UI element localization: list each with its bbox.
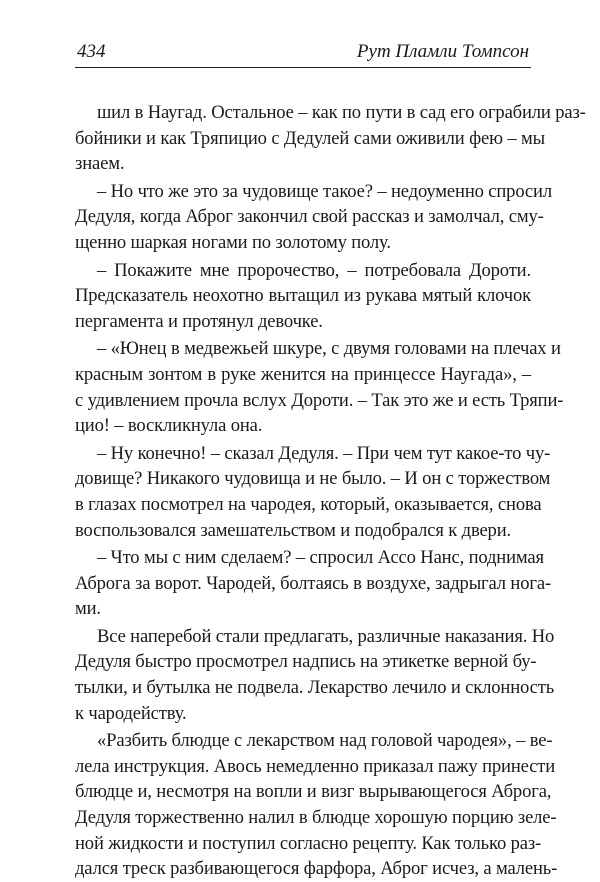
text-line: – Ну конечно! – сказал Дедуля. – При чем тут какое-то чу- (97, 442, 551, 464)
text-line: шил в Наугад. Остальное – как по пути в сад его ограбили раз- (97, 102, 586, 123)
text-line: с удивлением прочла вслух Дороти. – Так это же и есть Тряпи- (75, 389, 564, 411)
text-line: – Что мы с ним сделаем? – спросил Ассо Нанс, поднимая (97, 547, 544, 569)
text-line: Все наперебой стали предлагать, различные наказания. Но (97, 625, 555, 647)
text-line: Дедуля быстро просмотрел надпись на этикетке верной бу- (75, 651, 537, 673)
paragraph (75, 100, 586, 177)
running-title: Рут Пламли Томпсон (356, 41, 529, 62)
text-line: щенно шаркая ногами по золотому полу. (75, 231, 391, 253)
text-line: пергамента и протянул девочке. (75, 310, 323, 332)
book-page (75, 38, 586, 882)
text-line: ми. (75, 598, 101, 620)
text-line: цио! – воскликнула она. (75, 415, 263, 437)
text-line: – «Юнец в медвежьей шкуре, с двумя головами на плечах и (97, 338, 561, 360)
paragraph (75, 336, 564, 438)
text-line: дался треск разбивающегося фарфора, Аброг исчез, а малень- (75, 858, 558, 880)
text-line: Дедуля, когда Аброг закончил свой рассказ и замолчал, сму- (75, 206, 544, 228)
paragraph (75, 258, 531, 335)
text-line: лела инструкция. Авось немедленно приказал пажу принести (75, 755, 556, 777)
body-text (75, 100, 586, 882)
text-line: блюдце и, несмотря на вопли и визг вырывающегося Аброга, (75, 781, 552, 803)
text-line: знаем. (75, 153, 125, 175)
text-line: Дедуля торжественно налил в блюдце хорошую порцию зеле- (75, 807, 557, 829)
text-line: – Но что же это за чудовище такое? – недоуменно спросил (97, 180, 552, 202)
text-line: в глазах посмотрел на чародея, который, оказывается, снова (75, 493, 542, 515)
page-number: 434 (77, 41, 106, 62)
text-line: – Покажите мне пророчество, – потребовала Дороти. (97, 259, 531, 281)
text-line: красным зонтом в руке женится на принцессе Наугада», – (75, 363, 531, 385)
header-rule (75, 67, 531, 68)
text-line: довище? Никакого чудовища и не было. – И он с торжеством (75, 468, 551, 490)
text-line: тылки, и бутылка не подвела. Лекарство лечило и склонность (75, 677, 555, 699)
text-line: к чародейству. (75, 702, 187, 724)
text-line: Аброга за ворот. Чародей, болтаясь в воздухе, задрыгал нога- (75, 572, 551, 594)
paragraph (75, 728, 558, 882)
paragraph (75, 624, 555, 726)
running-header (75, 38, 531, 65)
text-line: бойники и как Тряпицио с Дедулей сами оживили фею – мы (75, 127, 545, 149)
text-line: воспользовался замешательством и подобрался к двери. (75, 519, 512, 541)
paragraph (75, 441, 551, 543)
text-line: Предсказатель неохотно вытащил из рукава мятый клочок (75, 285, 531, 307)
paragraph (75, 545, 551, 622)
text-line: «Разбить блюдце с лекарством над головой чародея», – ве- (97, 730, 553, 752)
paragraph (75, 179, 552, 256)
text-line: ной жидкости и поступил согласно рецепту. Как только раз- (75, 832, 542, 854)
